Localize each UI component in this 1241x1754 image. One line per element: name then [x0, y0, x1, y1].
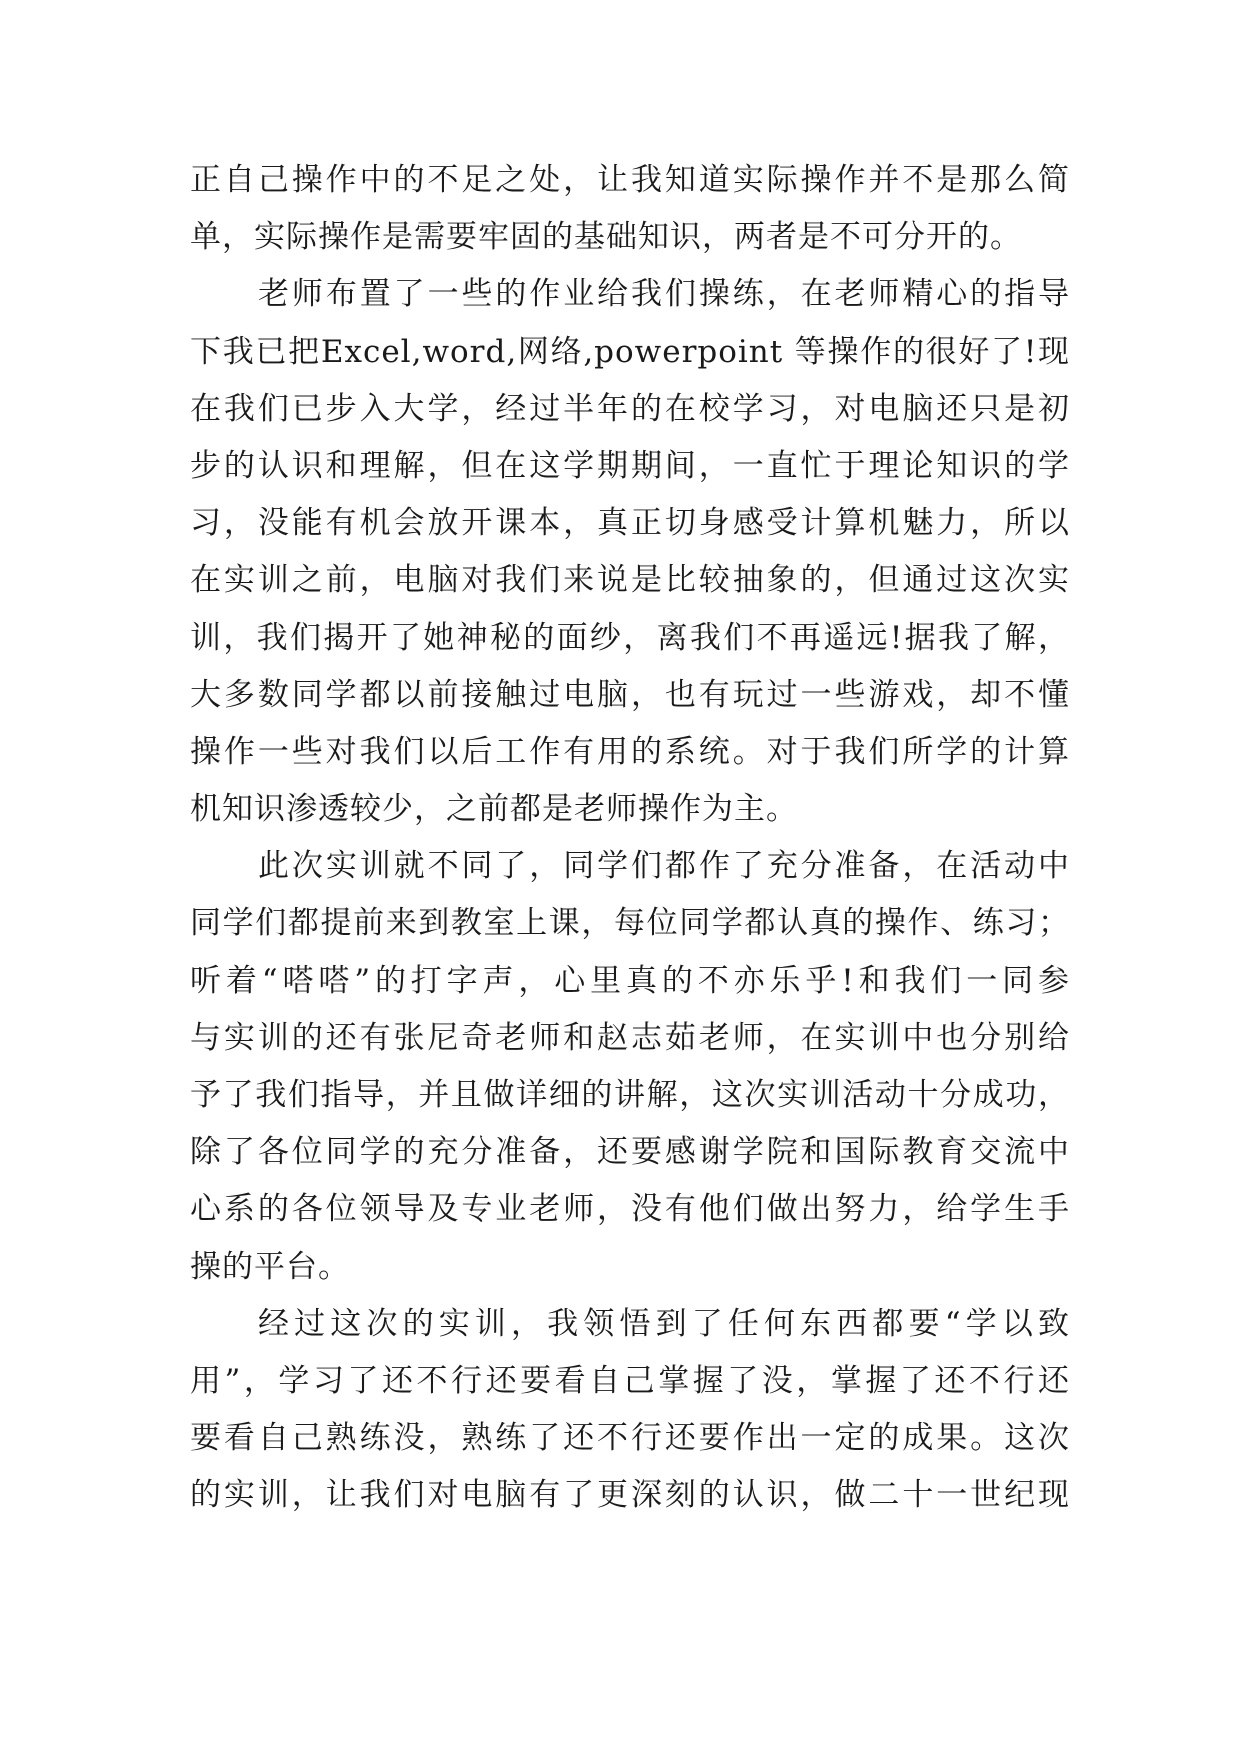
paragraph-line: 除了各位同学的充分准备，还要感谢学院和国际教育交流中: [190, 1134, 1070, 1171]
paragraph-line: 老师布置了一些的作业给我们操练，在老师精心的指导: [258, 276, 1070, 313]
paragraph-line: 心系的各位领导及专业老师，没有他们做出努力，给学生手: [190, 1191, 1070, 1228]
paragraph-line: 用”，学习了还不行还要看自己掌握了没，掌握了还不行还: [190, 1362, 1070, 1399]
paragraph-line: 习，没能有机会放开课本，真正切身感受计算机魅力，所以: [190, 505, 1070, 542]
paragraph-line: 下我已把Excel,word,网络,powerpoint 等操作的很好了!现: [190, 333, 1070, 370]
paragraph-line: 机知识渗透较少，之前都是老师操作为主。: [190, 791, 798, 828]
paragraph-line: 此次实训就不同了，同学们都作了充分准备，在活动中: [258, 848, 1070, 885]
paragraph-line: 正自己操作中的不足之处，让我知道实际操作并不是那么简: [190, 162, 1070, 198]
paragraph-line: 同学们都提前来到教室上课，每位同学都认真的操作、练习；: [190, 905, 1070, 942]
paragraph-line: 予了我们指导，并且做详细的讲解，这次实训活动十分成功，: [190, 1077, 1070, 1113]
paragraph-line: 单，实际操作是需要牢固的基础知识，两者是不可分开的。: [190, 219, 1022, 256]
paragraph-line: 的实训，让我们对电脑有了更深刻的认识，做二十一世纪现: [190, 1477, 1070, 1514]
paragraph-line: 训，我们揭开了她神秘的面纱，离我们不再遥远!据我了解，: [190, 619, 1070, 656]
paragraph-line: 在我们已步入大学，经过半年的在校学习，对电脑还只是初: [190, 390, 1070, 427]
paragraph-line: 要看自己熟练没，熟练了还不行还要作出一定的成果。这次: [190, 1420, 1070, 1457]
paragraph-line: 与实训的还有张尼奇老师和赵志茹老师，在实训中也分别给: [190, 1019, 1070, 1056]
paragraph-line: 在实训之前，电脑对我们来说是比较抽象的，但通过这次实: [190, 562, 1070, 599]
paragraph-line: 听着“嗒嗒”的打字声，心里真的不亦乐乎!和我们一同参: [190, 962, 1070, 999]
paragraph-line: 操作一些对我们以后工作有用的系统。对于我们所学的计算: [190, 733, 1070, 770]
paragraph-line: 经过这次的实训，我领悟到了任何东西都要“学以致: [258, 1305, 1070, 1342]
document-body: [190, 152, 1070, 1525]
paragraph-line: 操的平台。: [190, 1248, 350, 1285]
paragraph-line: 大多数同学都以前接触过电脑，也有玩过一些游戏，却不懂: [190, 676, 1070, 713]
paragraph-line: 步的认识和理解，但在这学期期间，一直忙于理论知识的学: [190, 447, 1070, 484]
